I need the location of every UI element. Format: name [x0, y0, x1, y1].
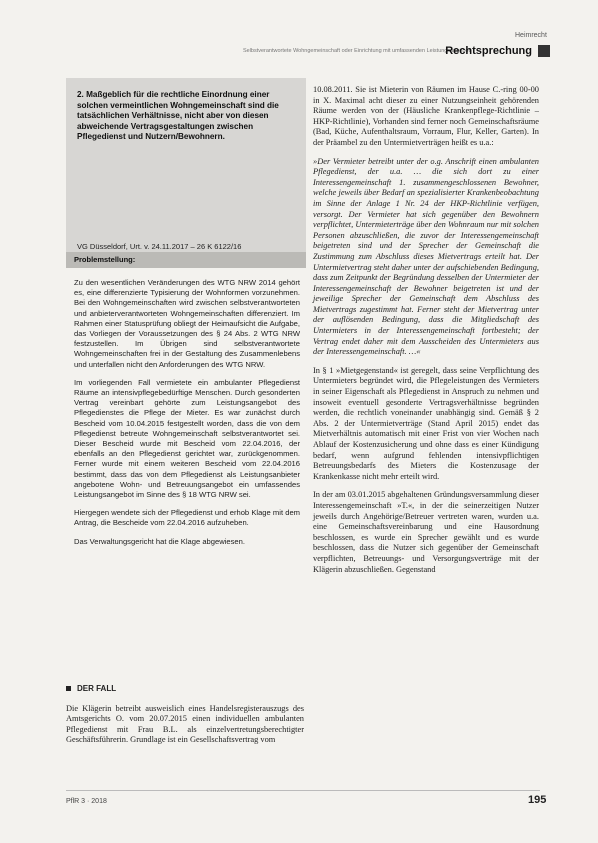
court-citation: VG Düsseldorf, Urt. v. 24.11.2017 – 26 K 6122/16 — [77, 242, 242, 251]
journal-reference: PflR 3 · 2018 — [66, 798, 107, 805]
contract-quote: »Der Vermieter betreibt unter der o.g. Anschrift einen ambulanten Pflegedienst, der u.a. … die sich dort zu einer Interessengemeinschaft 1. zusammengeschlossenen Bewohner, welche jeweils über Bedarf an spezialisierter Krankenbeobachtung im Sinne der Anlage 1 Nr. 24 der HKP-Richtlinie verfügen, versorgt. Der Vermieter hat sich gegenüber den Bewohnern verpflichtet, Untermieterträge über den Wohnraum nur mit solchen Personen abzuschließen, die zuvor der Interessengemeinschaft beigetreten sind und der Sprecher der Gemeinschaft die Zustimmung zum Abschluss dieses Mietvertrags erteilt hat. Der Untermietvertrag steht daher unter der aufschiebenden Bedingung, dass zum Zeitpunkt der Begründung desselben der Untermieter der Interessengemeinschaft der Bewohner beigetreten ist und der jeweilige Sprecher der Gemeinschaft dem Abschluss des Mietvertrags zugestimmt hat. Ferner steht der Mietvertrag unter der auflösenden Bedingung, dass die Mitgliedschaft des Untermieters in der Interessengemeinschaft fortbesteht; der Vertrag endet daher mit dem Ausscheiden des Untermieters aus der Interessengemeinschaft. …« — [313, 156, 539, 357]
problem-paragraph: Das Verwaltungsgericht hat die Klage abgewiesen. — [74, 536, 245, 546]
running-subheading: Selbstverantwortete Wohngemeinschaft oder Einrichtung mit umfassenden Leistungsangebot — [242, 48, 470, 54]
right-paragraph: In § 1 »Mietgegenstand« ist geregelt, dass seine Verpflichtung des Untermieters begründet wird, die Pflegeleistungen des Vermieters in seiner Eigenschaft als Pflegedienst in Anspruch zu nehmen und insoweit eventuell gesonderte Vertragsverhältnisse begründen werden, die rechtlich voneinander unabhängig sind. Gemäß § 2 Abs. 2 der Untermietverträge (Stand April 2015) endet das Mietverhältnis automatisch mit einer Frist von vier Wochen nach Ablauf der Kostenzusicherung und ohne dass es einer Kündigung bedarf, wenn aufgrund fehlenden intensivpflichtigen Betreuungsbedarfs des Mieters die Kostenzusage der Krankenkasse nicht mehr erteilt wird. — [313, 365, 539, 481]
header-marker-square — [538, 45, 550, 57]
problem-heading-bar — [66, 252, 306, 268]
problem-body — [74, 278, 300, 671]
problem-paragraph: Zu den wesentlichen Veränderungen des WTG NRW 2014 gehört es, eine differenzierte Typisierung der Wohnformen vorzunehmen. Bei den Wohngemeinschaften wird zwischen selbstverantworteten und anbieterverantworteten Wohngemeinschaften differenziert. Im Rahmen einer Statusprüfung obliegt der Heimaufsicht die Aufgabe, das Vorliegen der Voraussetzungen des § 24 Abs. 2 WTG NRW festzustellen. Im Übrigen sind selbstverantwortete Wohngemeinschaften frei in der Gestaltung des Zusammenlebens und unterfallen nicht den Anforderungen des WTG NRW. — [74, 278, 300, 369]
running-header — [150, 45, 550, 59]
leitsatz-text: 2. Maßgeblich für die rechtliche Einordnung einer solchen vermeintlichen Wohngemeinschaft sind die tatsächlichen Verhältnisse, nicht aber von diesen abweichende Vertragsgestaltungen zwischen Pflegedienst und Nutzern/Bewohnern. — [77, 90, 279, 142]
section-title: Rechtsprechung — [445, 45, 532, 57]
problem-paragraph: Im vorliegenden Fall vermietete ein ambulanter Pflegedienst Räume an intensivpflegebedürftige Menschen. Durch gesonderten Vertrag vereinbart gehörte zum Leistungsangebot des Pflegedienstes die Pflege der Mieter. Es war zunächst durch Bescheid vom 10.04.2015 festgestellt worden, dass die von dem Pflegedienst betreute Wohngemeinschaft selbstverantwortet sei. Dieser Bescheid wurde mit Bescheid vom 22.04.2016, der ebenfalls an den Pflegedienst gerichtet war, zurückgenommen. Ferner wurde mit einem weiteren Bescheid vom 22.04.2016 bestimmt, dass das von dem Pflegedienst als Leistungsanbieter angebotene Wohn- und Betreuungsangebot ein umfassendes Leistungsangebot im Sinne des § 18 WTG NRW sei. — [74, 377, 300, 500]
problem-paragraph: Hiergegen wendete sich der Pflegedienst und erhob Klage mit dem Antrag, die Bescheide vom 22.04.2016 aufzuheben. — [74, 508, 300, 528]
footer-rule — [66, 790, 540, 791]
leitsatz-box — [66, 78, 306, 265]
fall-heading — [66, 684, 116, 693]
fall-text: Die Klägerin betreibt ausweislich eines Handelsregisterauszugs des Amtsgerichts O. vom 20.07.2015 einen individuellen ambulanten Pflegedienst mit Frau B.L. als einzelvertretungsberechtigter Geschäftsführerin. Grundlage ist ein Gesellschaftsvertrag vom — [66, 704, 304, 744]
right-paragraph: In der am 03.01.2015 abgehaltenen Gründungsversammlung dieser Interessengemeinschaft »T.«, in der die seinerzeitigen Nutzer jeweils durch Angehörige/Betreuer vertreten waren, wurden u.a. eine Gemeinschaftsvereinbarung und eine Hausordnung beschlossen, es wurde ein Sprecher gewählt und es wurde beschlossen, dass die Nutzer sich gegenüber der Gemeinschaft verpflichten, Betreuungs- und Versorgungsverträge mit der Klägerin abzuschließen. Gegenstand — [313, 490, 539, 574]
page-number: 195 — [528, 794, 547, 806]
problem-heading: Problemstellung: — [74, 255, 136, 264]
fall-heading-text: DER FALL — [77, 684, 117, 693]
right-column — [313, 85, 539, 583]
right-paragraph: 10.08.2011. Sie ist Mieterin von Räumen im Hause C.-ring 00-00 in X. Maximal acht dieser zu einer Nutzungseinheit gehörenden Räume werden von der (Häusliche Krankenpflege-Richtlinie – HKP-Richtlinie), Vorhanden sind ferner noch Gemeinschaftsräume (Bad, Küche, Aufenthaltsraum, Vorraum, Flur, Keller, Garten). In der Präambel zu den Untermietverträgen heißt es u.a.: — [313, 85, 539, 147]
section-label: Heimrecht — [515, 32, 547, 39]
bullet-square-icon — [66, 686, 71, 691]
